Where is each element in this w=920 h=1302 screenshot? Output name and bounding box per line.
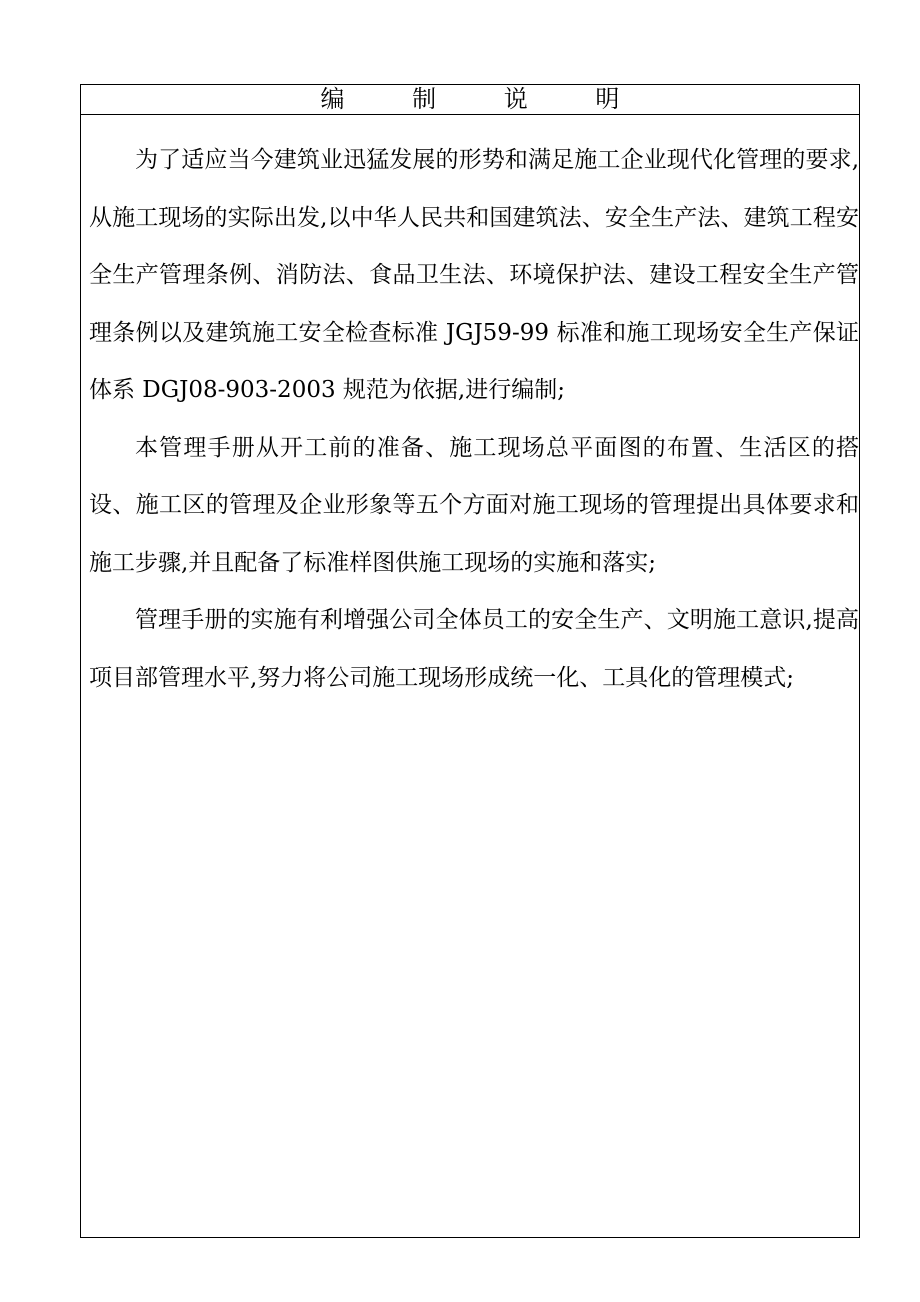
- document-body: [81, 132, 859, 707]
- paragraph-scope: 本管理手册从开工前的准备、施工现场总平面图的布置、生活区的搭设、施工区的管理及企业形象等五个方面对施工现场的管理提出具体要求和施工步骤,并且配备了标准样图供施工现场的实施和落实;: [89, 434, 859, 576]
- paragraph-benefit: 管理手册的实施有利增强公司全体员工的安全生产、文明施工意识,提高项目部管理水平,努力将公司施工现场形成统一化、工具化的管理模式;: [89, 607, 859, 691]
- document-table: [80, 84, 860, 1238]
- document-title: 编 制 说 明: [81, 85, 859, 115]
- paragraph-purpose: 为了适应当今建筑业迅猛发展的形势和满足施工企业现代化管理的要求,从施工现场的实际出发,以中华人民共和国建筑法、安全生产法、建筑工程安全生产管理条例、消防法、食品卫生法、环境保护法、建设工程安全生产管理条例以及建筑施工安全检查标准 JGJ59-99 标准和施工现场安全生产保证体系 DGJ08-903-2003 规范为依据,进行编制;: [89, 147, 859, 403]
